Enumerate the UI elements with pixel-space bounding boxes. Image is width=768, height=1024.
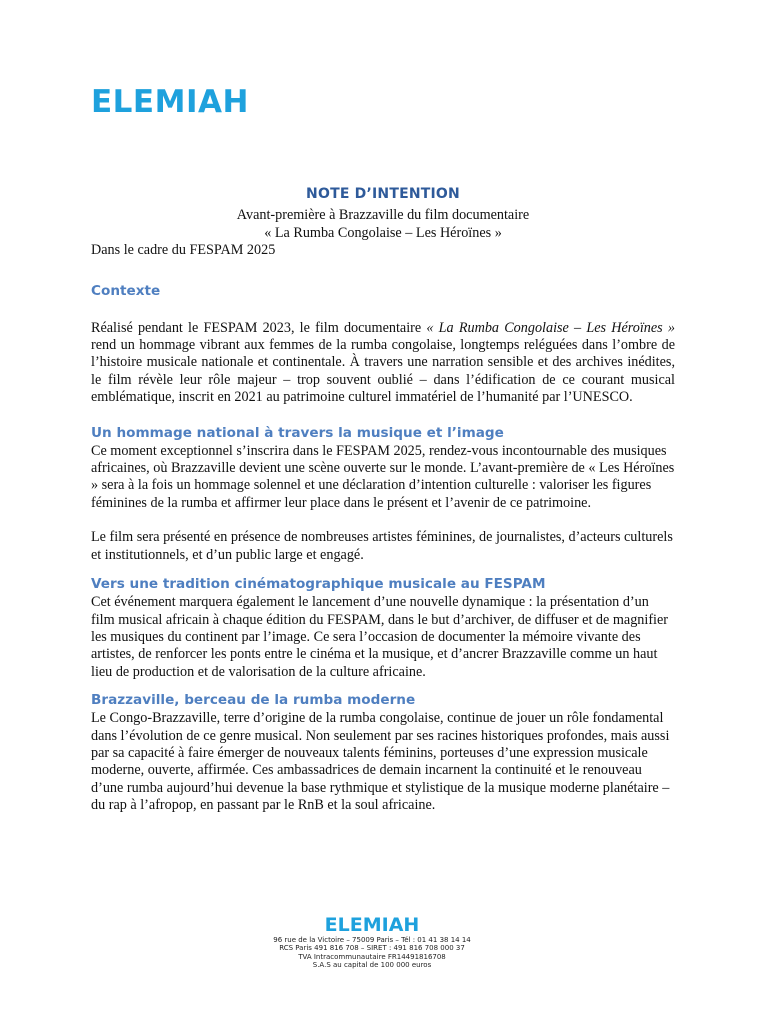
cradle-paragraph: Le Congo-Brazzaville, terre d’origine de la rumba congolaise, continue de jouer un rôle fondamental dans l’évolution de ce genre musical. Non seulement par ses racines historiques profondes, mais aussi par sa capacité à faire émerger de nouveaux talents féminins, porteuses d’une expression musicale moderne, ouverte, affirmée. Ces ambassadrices de demain incarnent la continuité et le renouveau d’une rumba aujourd’hui devenue la base rythmique et stylistique de la musique moderne planétaire – du rap à l’afropop, en passant par le RnB et la soul africaine. xyxy=(91,710,670,814)
section-heading-tradition: Vers une tradition cinématographique musicale au FESPAM xyxy=(91,576,546,593)
section-heading-context: Contexte xyxy=(91,282,161,299)
document-framework: Dans le cadre du FESPAM 2025 xyxy=(91,242,276,259)
section-heading-tribute: Un hommage national à travers la musique et l’image xyxy=(91,424,504,441)
footer-vat: TVA Intracommunautaire FR14491816708 xyxy=(298,952,446,961)
tribute-paragraph-2: Le film sera présenté en présence de nombreuses artistes féminines, de journalistes, d’acteurs culturels et institutionnels, et d’un public large et engagé. xyxy=(91,529,673,563)
context-text-end: rend un hommage vibrant aux femmes de la rumba congolaise, longtemps reléguées dans l’ombre de l’histoire musicale nationale et continentale. À travers une narration sensible et des archives inédites, le film révèle leur rôle majeur – trop souvent oublié – dans l’édification de ce courant musical emblématique, inscrit en 2021 au patrimoine culturel immatériel de l’humanité par l’UNESCO. xyxy=(91,337,675,406)
context-paragraph xyxy=(91,320,675,407)
company-logo: ELEMIAH xyxy=(91,84,249,120)
document-subtitle-line-2: « La Rumba Congolaise – Les Héroïnes » xyxy=(264,224,502,241)
footer-capital: S.A.S au capital de 100 000 euros xyxy=(312,961,432,970)
document-subtitle-line-1: Avant-première à Brazzaville du film documentaire xyxy=(236,207,530,224)
tribute-paragraph-1: Ce moment exceptionnel s’inscrira dans le FESPAM 2025, rendez-vous incontournable des musiques africaines, où Brazzaville devient une scène ouverte sur le monde. L’avant-première de « Les Héroïnes » sera à la fois un hommage solennel et une déclaration d’intention culturelle : valoriser les figures féminines de la rumba et affirmer leur place dans le présent et l’avenir de ce patrimoine. xyxy=(91,442,675,511)
document-body xyxy=(91,186,675,815)
document-title: NOTE D’INTENTION xyxy=(306,186,460,202)
footer-address: 96 rue de la Victoire – 75009 Paris – Tél : 01 41 38 14 14 xyxy=(273,936,471,944)
tradition-paragraph: Cet événement marquera également le lancement d’une nouvelle dynamique : la présentation d’un film musical africain à chaque édition du FESPAM, dans le but d’archiver, de diffuser et de magnifier les musiques du continent par l’image. Ce sera l’occasion de documenter la mémoire vivante des artistes, de renforcer les ponts entre le cinéma et la musique, et d’ancrer Brazzaville comme un haut lieu de production et de valorisation de la culture africaine. xyxy=(91,594,669,680)
footer-logo: ELEMIAH xyxy=(324,914,420,936)
page-footer xyxy=(250,914,494,970)
footer-rcs: RCS Paris 491 816 708 – SIRET : 491 816 708 000 37 xyxy=(279,944,465,953)
context-text-start: Réalisé pendant le FESPAM 2023, le film documentaire xyxy=(91,319,427,336)
film-title-italic: « La Rumba Congolaise – Les Héroïnes » xyxy=(426,319,675,336)
section-heading-cradle: Brazzaville, berceau de la rumba moderne xyxy=(91,692,416,709)
